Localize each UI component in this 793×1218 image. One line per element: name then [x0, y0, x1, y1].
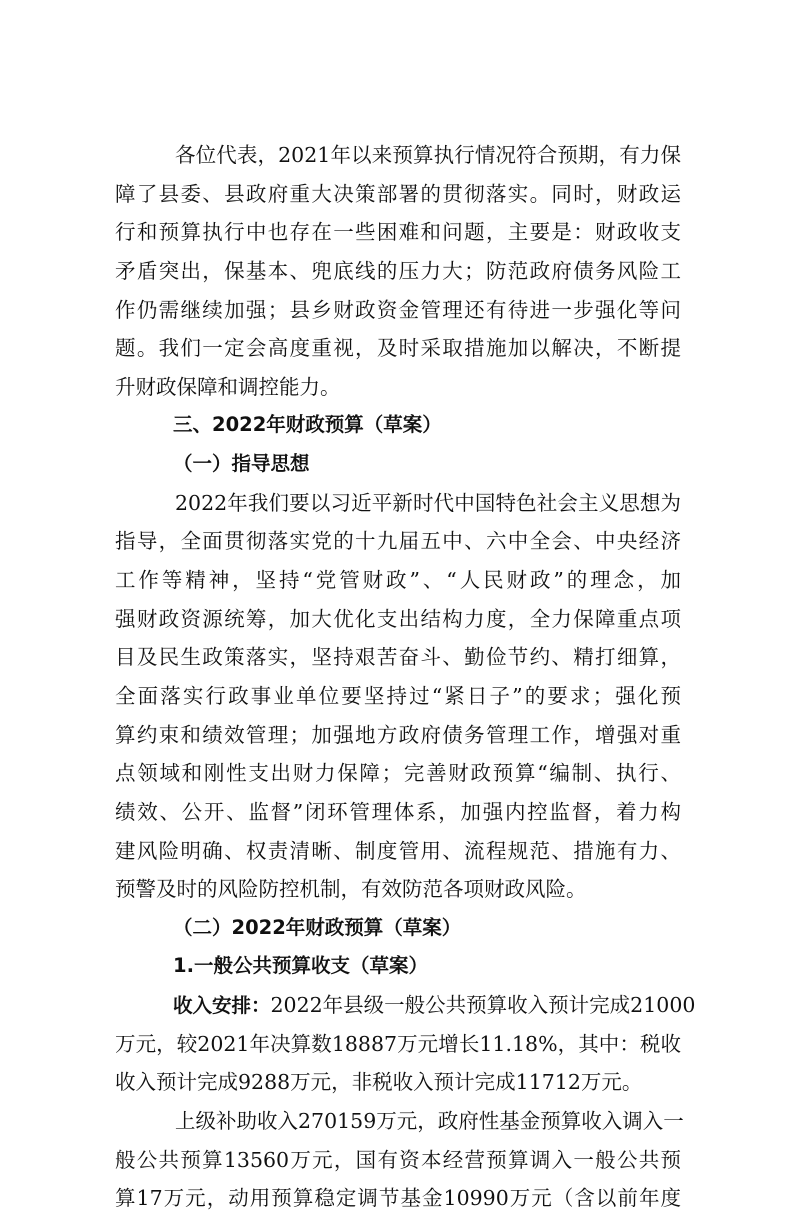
- paragraph-line: 全面落实行政事业单位要坚持过“紧日子”的要求；强化预: [115, 683, 681, 708]
- paragraph-line: 算17万元，动用预算稳定调节基金10990万元（含以前年度: [115, 1186, 681, 1211]
- paragraph-line: 算约束和绩效管理；加强地方政府债务管理工作，增强对重: [115, 722, 681, 747]
- paragraph-line: 行和预算执行中也存在一些困难和问题，主要是：财政收支: [115, 220, 681, 245]
- paragraph-line: 般公共预算13560万元，国有资本经营预算调入一般公共预: [115, 1147, 681, 1172]
- item-heading: 1.一般公共预算收支（草案）: [173, 954, 428, 978]
- paragraph-line: 强财政资源统筹，加大优化支出结构力度，全力保障重点项: [115, 606, 681, 631]
- paragraph-line: 点领域和刚性支出财力保障；完善财政预算“编制、执行、: [115, 761, 681, 786]
- paragraph-line: 题。我们一定会高度重视，及时采取措施加以解决，不断提: [115, 336, 681, 361]
- paragraph-line: 2022年我们要以习近平新时代中国特色社会主义思想为: [175, 490, 681, 515]
- paragraph-line: 工作等精神，坚持“党管财政”、“人民财政”的理念，加: [115, 568, 681, 593]
- paragraph-line: 万元，较2021年决算数18887万元增长11.18%，其中：税收: [115, 1031, 681, 1056]
- income-text: 2022年县级一般公共预算收入预计完成21000: [270, 993, 696, 1018]
- paragraph-line: 预警及时的风险防控机制，有效防范各项财政风险。: [115, 877, 587, 902]
- paragraph-line: 建风险明确、权责清晰、制度管用、流程规范、措施有力、: [115, 838, 681, 863]
- subsection-heading: （一）指导思想: [173, 452, 310, 476]
- paragraph-line: 各位代表，2021年以来预算执行情况符合预期，有力保: [175, 143, 681, 167]
- subsection-heading: （二）2022年财政预算（草案）: [173, 915, 462, 939]
- income-label: 收入安排：: [173, 994, 271, 1018]
- section-heading: 三、2022年财政预算（草案）: [173, 413, 442, 437]
- income-paragraph-line: [115, 986, 696, 1025]
- paragraph-line: 升财政保障和调控能力。: [115, 374, 341, 399]
- document-body: [115, 136, 696, 1218]
- paragraph-line: 收入预计完成9288万元，非税收入预计完成11712万元。: [115, 1070, 643, 1095]
- paragraph-line: 矛盾突出，保基本、兜底线的压力大；防范政府债务风险工: [115, 258, 681, 283]
- paragraph-line: 作仍需继续加强；县乡财政资金管理还有待进一步强化等问: [115, 297, 681, 322]
- paragraph-line: 目及民生政策落实，坚持艰苦奋斗、勤俭节约、精打细算，: [115, 645, 681, 670]
- paragraph-line: 障了县委、县政府重大决策部署的贯彻落实。同时，财政运: [115, 181, 681, 206]
- paragraph-line: 上级补助收入270159万元，政府性基金预算收入调入一: [175, 1109, 684, 1134]
- paragraph-line: 指导，全面贯彻落实党的十九届五中、六中全会、中央经济: [115, 529, 681, 554]
- paragraph-line: 绩效、公开、监督”闭环管理体系，加强内控监督，着力构: [115, 799, 681, 824]
